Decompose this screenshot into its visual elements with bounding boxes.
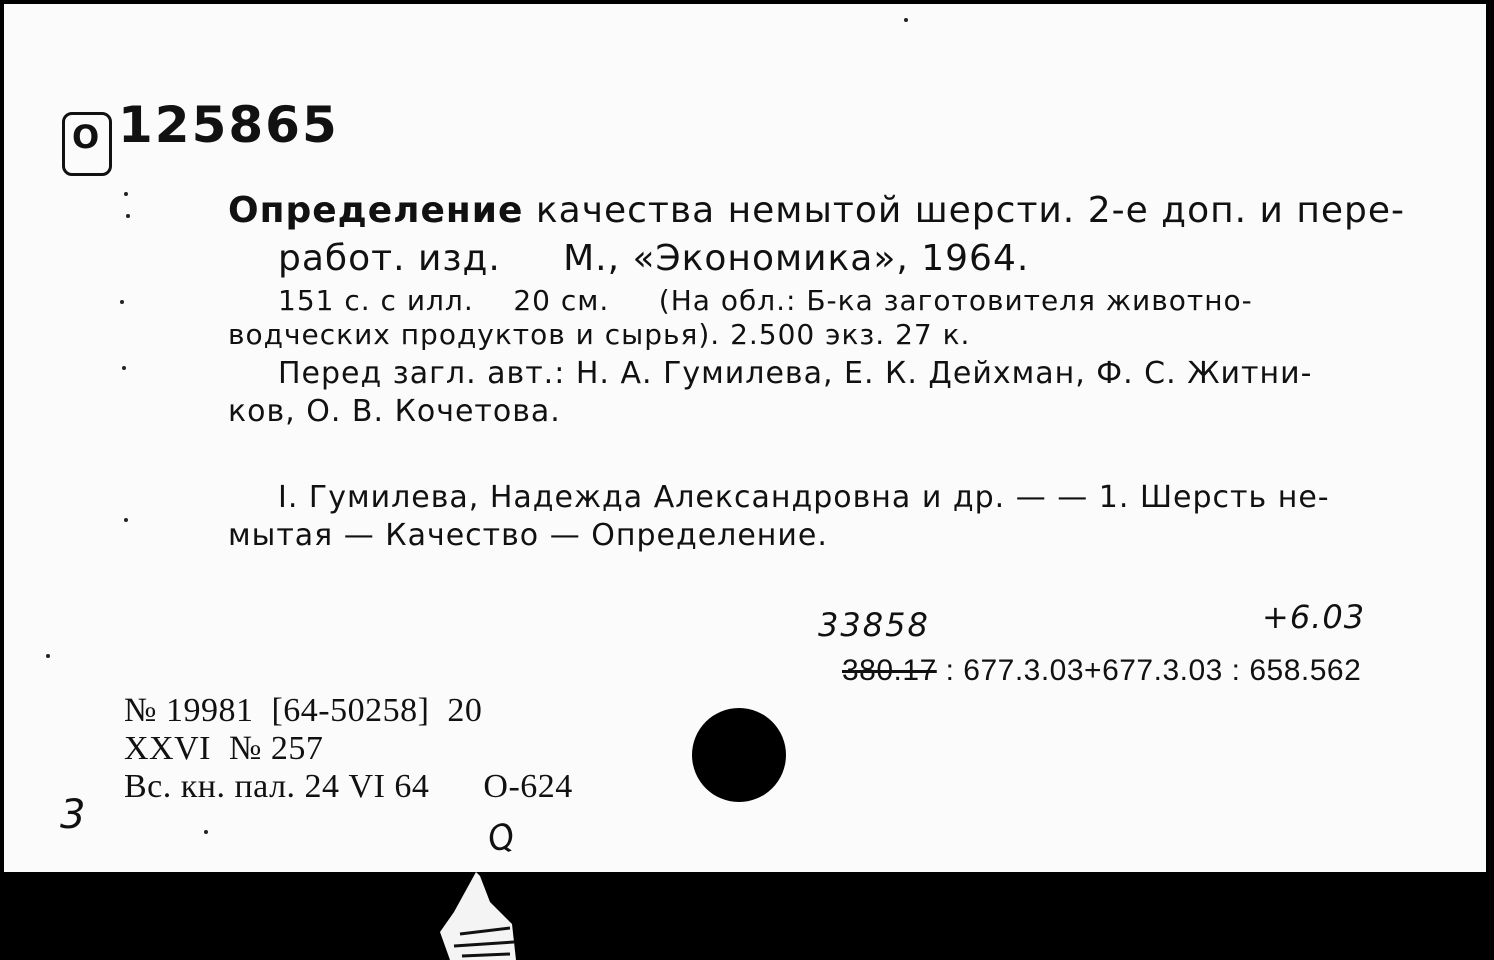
tracing-line-2: мытая — Качество — Определение. (228, 518, 828, 553)
collation-line-2: водческих продуктов и сырья). 2.500 экз. 27 к. (228, 318, 971, 351)
classification-struck: 380.17 (842, 654, 937, 687)
call-number: 125865 (118, 96, 339, 154)
handwritten-number: 33858 (818, 606, 930, 644)
stamp-letter: О (72, 118, 100, 156)
classification-line (842, 654, 1361, 688)
speck (120, 300, 124, 304)
corner-mark: 3 (60, 792, 86, 838)
speck (904, 18, 908, 22)
title-rest: качества немытой шерсти. 2-е доп. и пере- (523, 190, 1406, 231)
bib-line-3: Вс. кн. пал. 24 VI 64 О-624 (124, 768, 573, 805)
speck (124, 518, 128, 522)
title-line-2: работ. изд. М., «Экономика», 1964. (278, 238, 1030, 279)
title-line-1 (228, 190, 1405, 231)
collation-line-1: 151 с. с илл. 20 см. (На обл.: Б-ка заготовителя животно- (278, 284, 1253, 317)
classification-rest: : 677.3.03+677.3.03 : 658.562 (936, 654, 1362, 687)
authors-line-2: ков, О. В. Кочетова. (228, 394, 561, 429)
authors-line-1: Перед загл. авт.: Н. А. Гумилева, Е. К. Дейхман, Ф. С. Житни- (278, 356, 1313, 391)
title-heading: Определение (228, 190, 524, 231)
bottom-strip (0, 872, 1494, 960)
paper-scrap (440, 872, 520, 960)
bib-line-2: XXVI № 257 (124, 730, 324, 767)
speck (122, 366, 126, 370)
speck (126, 214, 130, 218)
punch-hole (692, 708, 786, 802)
bottom-mark: Q (481, 814, 521, 862)
handwritten-price: +6.03 (1262, 598, 1366, 636)
speck (204, 830, 208, 834)
tracing-line-1: I. Гумилева, Надежда Александровна и др. — — 1. Шерсть не- (278, 480, 1330, 515)
speck (46, 654, 50, 658)
bib-line-1: № 19981 [64-50258] 20 (124, 692, 483, 729)
speck (124, 192, 128, 196)
